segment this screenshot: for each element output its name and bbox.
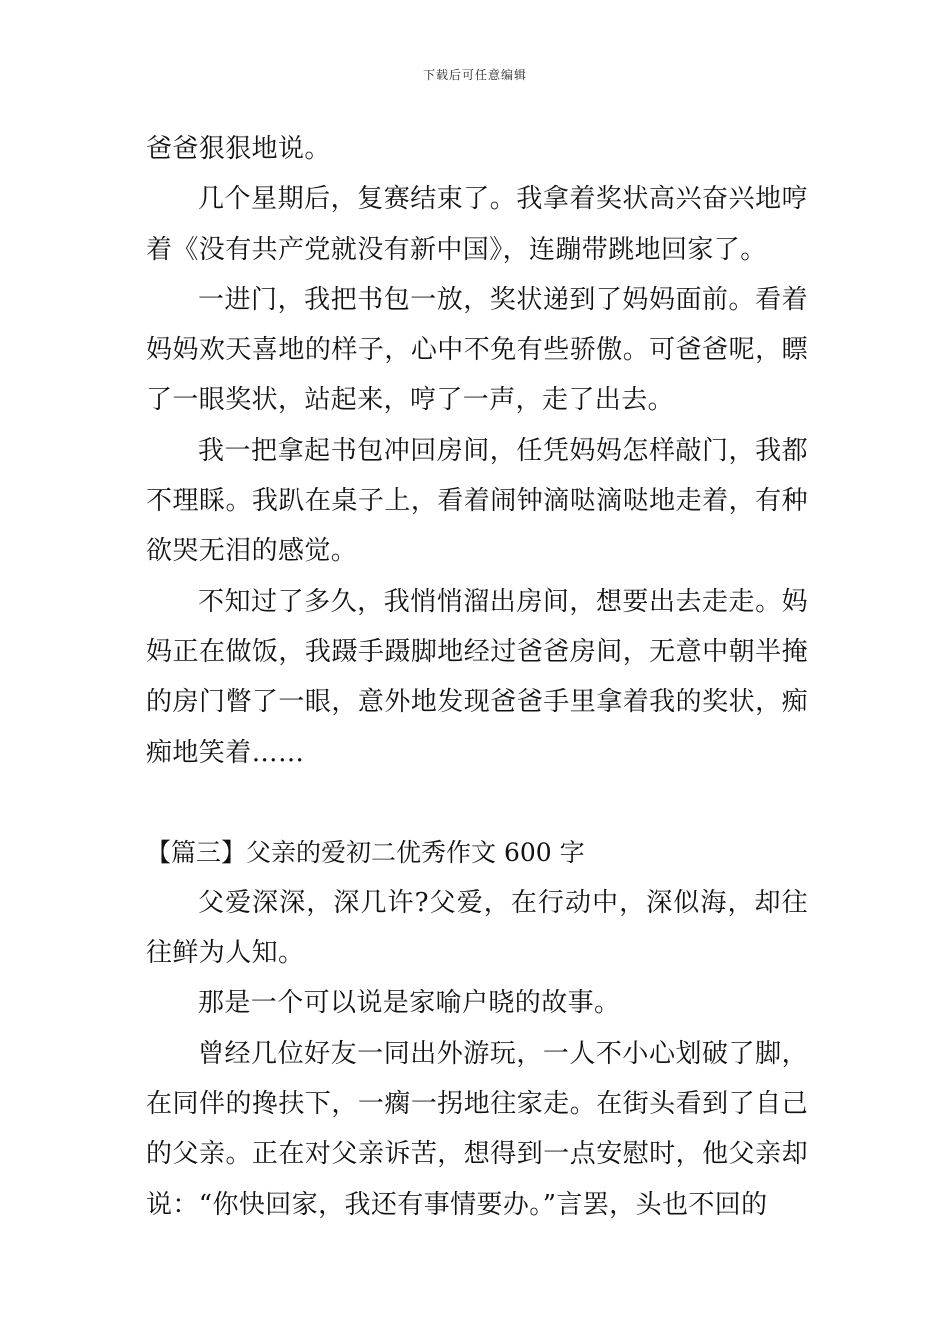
paragraph-2: 几个星期后，复赛结束了。我拿着奖状高兴奋兴地哼着《没有共产党就没有新中国》，连蹦带跳地回家了。 <box>146 184 808 265</box>
section-title: 【篇三】父亲的爱初二优秀作文 600 字 <box>146 837 585 867</box>
paragraph-1: 爸爸狠狠地说。 <box>146 134 331 164</box>
paragraph-3: 一进门，我把书包一放，奖状递到了妈妈面前。看着妈妈欢天喜地的样子，心中不免有些骄傲。可爸爸呢，瞟了一眼奖状，站起来，哼了一声，走了出去。 <box>146 284 808 416</box>
section-gap <box>146 778 808 828</box>
paragraph-7: 那是一个可以说是家喻户晓的故事。 <box>198 988 621 1019</box>
paragraph-5: 不知过了多久，我悄悄溜出房间，想要出去走走。妈妈正在做饭，我蹑手蹑脚地经过爸爸房间，无意中朝半掩的房门瞥了一眼，意外地发现爸爸手里拿着我的奖状，痴痴地笑着…… <box>146 586 808 768</box>
document-body <box>146 124 808 1230</box>
header-note: 下载后可任意编辑 <box>422 68 527 82</box>
paragraph-8: 曾经几位好友一同出外游玩，一人不小心划破了脚，在同伴的搀扶下，一瘸一拐地往家走。在街头看到了自己的父亲。正在对父亲诉苦，想得到一点安慰时，他父亲却说：“你快回家，我还有事情要办。”言罢，头也不回的 <box>146 1038 808 1220</box>
paragraph-6: 父爱深深，深几许?父爱，在行动中，深似海，却往往鲜为人知。 <box>146 887 808 969</box>
paragraph-4: 我一把拿起书包冲回房间，任凭妈妈怎样敲门，我都不理睬。我趴在桌子上，看着闹钟滴哒滴哒地走着，有种欲哭无泪的感觉。 <box>146 435 808 567</box>
